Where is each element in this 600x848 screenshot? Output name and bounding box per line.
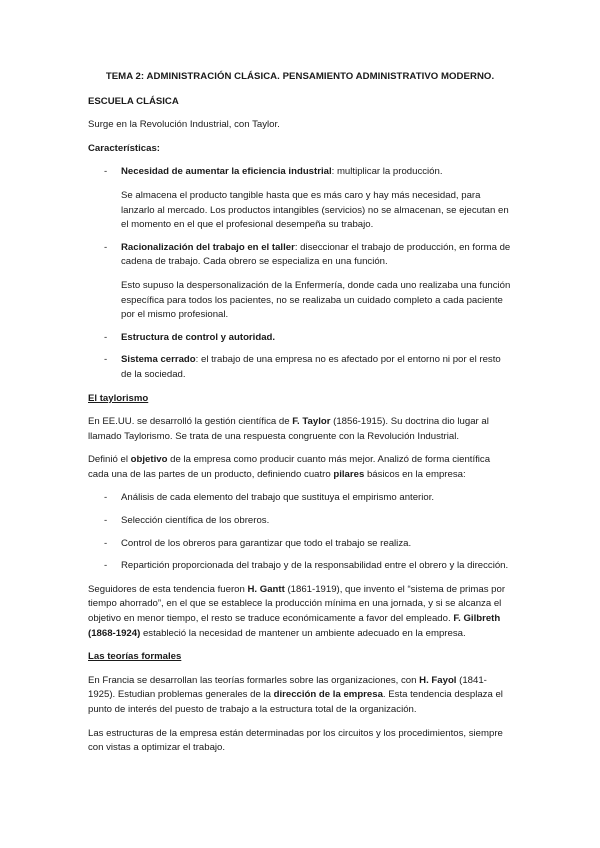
list-dash: - [104,354,108,366]
teorias-paragraph-1 [88,674,512,718]
text-run: de la empresa como producir cuanto más mejor. Analizó de forma científica cada una de las partes de un producto, definiendo cuatro [88,454,491,480]
item-text: : multiplicar la producción. [331,166,443,178]
text-run: En EE.UU. se desarrolló la gestión científica de [88,416,293,428]
list-dash: - [104,560,108,572]
item-bold: Estructura de control y autoridad. [121,331,276,343]
list-item [88,514,512,529]
item-text: Repartición proporcionada del trabajo y de la responsabilidad entre el obrero y la dirección. [121,560,509,572]
section-heading-teorias: Las teorías formales [88,651,182,663]
text-run: En Francia se desarrollan las teorías formarles sobre las organizaciones, con [88,674,420,686]
list-dash: - [104,515,108,527]
item-bold: Necesidad de aumentar la eficiencia industrial [121,166,332,178]
list-dash: - [104,241,108,253]
item-text: Análisis de cada elemento del trabajo que sustituya el empirismo anterior. [121,492,435,504]
taylorismo-paragraph-3 [88,583,512,641]
list-dash: - [104,492,108,504]
list-item [88,559,512,574]
page-title: TEMA 2: ADMINISTRACIÓN CLÁSICA. PENSAMIENTO ADMINISTRATIVO MODERNO. [105,71,495,82]
item-bold: Sistema cerrado [121,354,196,366]
item-subparagraph: Esto supuso la despersonalización de la Enfermería, donde cada uno realizaba una función específica para todos los pacientes, no se realizaba un cuidado completo a cada paciente por el mismo profesional. [121,279,511,321]
pilares-list [88,491,512,573]
caracteristicas-list [88,241,512,270]
escuela-intro: Surge en la Revolución Industrial, con Taylor. [88,119,280,131]
item-text: Control de los obreros para garantizar que todo el trabajo se realiza. [121,537,412,549]
list-item [88,491,512,506]
text-run: Definió el [88,454,131,466]
list-item [88,331,512,346]
section-heading-taylorismo: El taylorismo [88,392,149,404]
section-heading-escuela: ESCUELA CLÁSICA [88,95,179,107]
text-run-bold: dirección de la empresa [273,689,383,701]
text-run-bold: F. Gilbreth (1868-1924) [88,613,501,639]
list-item [88,241,512,270]
text-run: estableció la necesidad de mantener un ambiente adecuado en la empresa. [140,627,466,639]
item-text: Selección científica de los obreros. [121,515,270,527]
teorias-paragraph-2: Las estructuras de la empresa están determinadas por los circuitos y los procedimientos, siempre con vistas a optimizar el trabajo. [88,727,503,754]
item-text: : el trabajo de una empresa no es afectado por el entorno ni por el resto de la sociedad. [121,354,501,380]
item-subparagraph: Se almacena el producto tangible hasta que es más caro y hay más necesidad, para lanzarlo al mercado. Los productos intangibles (servicios) no se almacenan, se ejecutan en el momento en el que el profesional desempeña su trabajo. [121,189,509,231]
text-run-bold: H. Gantt [247,583,285,595]
text-run-bold: H. Fayol [419,674,457,686]
list-item [88,165,512,180]
caracteristicas-label: Características: [88,142,160,154]
list-item [88,537,512,552]
list-item [88,353,512,382]
text-run-bold: F. Taylor [292,416,331,428]
text-run: . Esta tendencia desplaza el punto de interés del puesto de trabajo a la estructura total de la organización. [88,689,503,715]
text-run: (1856-1915). Su doctrina dio lugar al llamado Taylorismo. Se trata de una respuesta congruente con la Revolución Industrial. [88,416,489,442]
text-run: (1841-1925). Estudian problemas generales de la [88,674,487,701]
list-dash: - [104,331,108,343]
taylorismo-paragraph-1 [88,415,512,444]
caracteristicas-list [88,165,512,180]
list-dash: - [104,166,108,178]
text-run-bold: objetivo [130,454,168,466]
text-run-bold: pilares [333,468,365,480]
text-run: Seguidores de esta tendencia fueron [88,583,248,595]
item-bold: Racionalización del trabajo en el taller [121,241,295,253]
text-run: básicos en la empresa: [364,468,466,480]
text-run: (1861-1919), que invento el “sistema de primas por tiempo ahorrado”, en el que se establece la producción mínima en una jornada, y si se alcanza el objetivo en menor tiempo, el resto se traduce económicamente a favor del empleado. [88,583,506,625]
list-dash: - [104,537,108,549]
item-text: : diseccionar el trabajo de producción, en forma de cadena de trabajo. Cada obrero se especializa en una función. [121,241,511,268]
taylorismo-paragraph-2 [88,453,512,482]
caracteristicas-list [88,331,512,383]
